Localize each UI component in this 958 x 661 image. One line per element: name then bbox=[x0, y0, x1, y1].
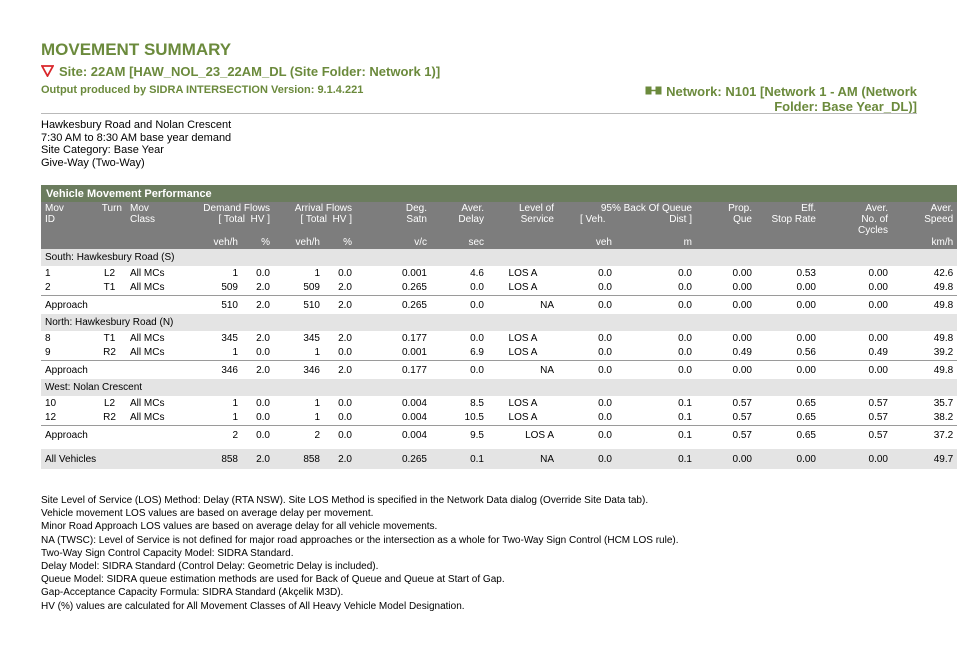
total-cell: 858 bbox=[274, 449, 324, 469]
site-info-line: Site Category: Base Year bbox=[41, 144, 164, 156]
approach-cell: 0.57 bbox=[820, 426, 892, 445]
table-cell: LOS A bbox=[508, 397, 538, 409]
note-line: Gap-Acceptance Capacity Formula: SIDRA Standard (Akçelik M3D). bbox=[41, 587, 344, 599]
table-cell: 0.0 bbox=[338, 267, 352, 279]
table-cell: All MCs bbox=[130, 347, 165, 359]
approach-cell: 0.0 bbox=[616, 296, 696, 315]
approach-cell: 0.57 bbox=[696, 426, 756, 445]
total-cell: NA bbox=[488, 449, 558, 469]
total-cell: 0.00 bbox=[756, 449, 820, 469]
approach-row bbox=[41, 296, 957, 315]
note-line: Vehicle movement LOS values are based on average delay per movement. bbox=[41, 508, 374, 520]
page-title: MOVEMENT SUMMARY bbox=[41, 40, 232, 59]
table-cell: 1 bbox=[314, 267, 320, 279]
site-info-line: Give-Way (Two-Way) bbox=[41, 156, 145, 169]
table-cell: 0.0 bbox=[470, 332, 484, 344]
approach-cell: 49.8 bbox=[892, 361, 957, 380]
table-row bbox=[41, 266, 957, 281]
header-arrival: Arrival Flows [ Total HV ] bbox=[274, 202, 356, 236]
header-prop-que: Prop. Que bbox=[696, 202, 756, 236]
table-cell: 509 bbox=[303, 282, 320, 294]
table-cell: 1 bbox=[232, 397, 238, 409]
approach-cell: 0.00 bbox=[756, 361, 820, 380]
approach-cell: 2.0 bbox=[242, 361, 274, 380]
give-way-triangle-icon bbox=[41, 65, 54, 77]
table-cell: 0.00 bbox=[732, 332, 752, 344]
table-cell: 0.004 bbox=[401, 397, 427, 409]
approach-cell: 510 bbox=[274, 296, 324, 315]
table-cell: 0.1 bbox=[678, 397, 692, 409]
total-label: All Vehicles bbox=[41, 449, 188, 469]
table-cell: All MCs bbox=[130, 412, 165, 424]
table-cell: 0.65 bbox=[796, 412, 816, 424]
unit: veh bbox=[558, 236, 616, 249]
approach-cell: 0.0 bbox=[558, 296, 616, 315]
approach-cell: 0.00 bbox=[696, 361, 756, 380]
approach-cell: 9.5 bbox=[431, 426, 488, 445]
table-cell: 0.0 bbox=[256, 412, 270, 424]
group-name: West: Nolan Crescent bbox=[41, 379, 957, 396]
table-cell: LOS A bbox=[508, 332, 538, 344]
table-cell: 35.7 bbox=[933, 397, 954, 409]
table-cell: 0.0 bbox=[470, 282, 484, 294]
table-cell: 0.00 bbox=[796, 282, 816, 294]
header-deg-satn: Deg. Satn bbox=[356, 202, 431, 236]
table-cell: 0.0 bbox=[678, 332, 692, 344]
table-cell: 0.00 bbox=[868, 282, 888, 294]
unit: sec bbox=[431, 236, 488, 249]
table-cell: All MCs bbox=[130, 267, 165, 279]
table-row bbox=[41, 281, 957, 296]
table-cell: 0.65 bbox=[796, 397, 816, 409]
approach-cell: 0.1 bbox=[616, 426, 696, 445]
table-cell: 0.0 bbox=[598, 267, 612, 279]
table-cell: 38.2 bbox=[933, 412, 954, 424]
table-cell: 1 bbox=[314, 347, 320, 359]
total-cell: 858 bbox=[188, 449, 242, 469]
table-cell: 8.5 bbox=[470, 397, 484, 409]
approach-cell: 0.0 bbox=[558, 426, 616, 445]
header-class: Mov Class bbox=[126, 202, 188, 236]
approach-cell: 37.2 bbox=[892, 426, 957, 445]
note-line: NA (TWSC): Level of Service is not defined for major road approaches or the intersection as a whole for Two-Way Sign Control (HCM LOS rule). bbox=[41, 534, 679, 546]
approach-label: Approach bbox=[41, 426, 188, 445]
header-cycles: Aver. No. of Cycles bbox=[820, 202, 892, 236]
total-cell: 2.0 bbox=[324, 449, 356, 469]
approach-label: Approach bbox=[41, 361, 188, 380]
table-cell: 0.57 bbox=[868, 397, 888, 409]
table-cell: All MCs bbox=[130, 397, 165, 409]
approach-cell: 346 bbox=[274, 361, 324, 380]
unit: veh/h bbox=[274, 236, 324, 249]
units-row bbox=[41, 236, 957, 249]
table-cell: 0.0 bbox=[678, 267, 692, 279]
total-cell: 0.0 bbox=[558, 449, 616, 469]
table-cell: 0.0 bbox=[256, 347, 270, 359]
table-cell: 1 bbox=[232, 412, 238, 424]
total-cell: 0.00 bbox=[820, 449, 892, 469]
group-header-row bbox=[41, 249, 957, 266]
table-cell: 0.00 bbox=[868, 267, 888, 279]
table-cell: LOS A bbox=[508, 267, 538, 279]
total-cell: 0.265 bbox=[356, 449, 431, 469]
approach-cell: LOS A bbox=[488, 426, 558, 445]
approach-cell: 0.0 bbox=[242, 426, 274, 445]
approach-cell: 2 bbox=[274, 426, 324, 445]
table-cell: 9 bbox=[45, 347, 51, 359]
approach-label: Approach bbox=[41, 296, 188, 315]
approach-cell: 0.00 bbox=[696, 296, 756, 315]
note-line: Delay Model: SIDRA Standard (Control Delay: Geometric Delay is included). bbox=[41, 561, 379, 573]
table-cell: 0.57 bbox=[868, 412, 888, 424]
table-row bbox=[41, 346, 957, 361]
table-cell: L2 bbox=[103, 267, 116, 279]
note-line: HV (%) values are calculated for All Movement Classes of All Heavy Vehicle Model Designation. bbox=[41, 600, 465, 612]
table-cell: 8 bbox=[45, 332, 51, 344]
table-cell: 345 bbox=[221, 332, 238, 344]
table-cell: 1 bbox=[314, 412, 320, 424]
table-cell: 10.5 bbox=[464, 412, 484, 424]
table-cell: 0.53 bbox=[796, 267, 816, 279]
group-name: South: Hawkesbury Road (S) bbox=[41, 249, 957, 266]
output-info: Output produced by SIDRA INTERSECTION Version: 9.1.4.221 bbox=[41, 84, 364, 96]
approach-cell: 0.00 bbox=[756, 296, 820, 315]
approach-cell: 0.265 bbox=[356, 296, 431, 315]
table-cell: 10 bbox=[45, 397, 57, 409]
approach-cell: NA bbox=[488, 296, 558, 315]
approach-cell: 0.0 bbox=[324, 426, 356, 445]
table-cell: 0.0 bbox=[598, 332, 612, 344]
table-row bbox=[41, 396, 957, 411]
table-cell: 0.00 bbox=[732, 267, 752, 279]
approach-cell: 0.00 bbox=[820, 361, 892, 380]
table-cell: 0.0 bbox=[598, 347, 612, 359]
header-los: Level of Service bbox=[488, 202, 558, 236]
table-cell: 2.0 bbox=[256, 332, 270, 344]
table-cell: T1 bbox=[103, 282, 116, 294]
notes bbox=[41, 494, 679, 613]
table-cell: 0.0 bbox=[338, 347, 352, 359]
site-info-line: 7:30 AM to 8:30 AM base year demand bbox=[41, 131, 232, 144]
table-cell: 2.0 bbox=[338, 332, 352, 344]
table-cell: 4.6 bbox=[470, 267, 484, 279]
table-cell: All MCs bbox=[130, 282, 165, 294]
total-cell: 49.7 bbox=[892, 449, 957, 469]
table-cell: L2 bbox=[103, 397, 116, 409]
table-cell: 1 bbox=[232, 347, 238, 359]
total-cell: 2.0 bbox=[242, 449, 274, 469]
group-name: North: Hawkesbury Road (N) bbox=[41, 314, 957, 331]
approach-row bbox=[41, 426, 957, 445]
unit: veh/h bbox=[188, 236, 242, 249]
table-cell: 42.6 bbox=[933, 267, 954, 279]
total-cell: 0.1 bbox=[616, 449, 696, 469]
approach-cell: 0.177 bbox=[356, 361, 431, 380]
table-cell: 0.001 bbox=[401, 267, 427, 279]
approach-cell: 2.0 bbox=[242, 296, 274, 315]
table-cell: 2.0 bbox=[338, 282, 352, 294]
table-cell: 0.001 bbox=[401, 347, 427, 359]
approach-cell: 510 bbox=[188, 296, 242, 315]
table-cell: 0.0 bbox=[678, 282, 692, 294]
table-cell: 39.2 bbox=[933, 347, 954, 359]
approach-cell: 49.8 bbox=[892, 296, 957, 315]
table-cell: 0.0 bbox=[338, 412, 352, 424]
table-cell: 0.00 bbox=[732, 282, 752, 294]
table-cell: All MCs bbox=[130, 332, 165, 344]
table-cell: 0.0 bbox=[598, 282, 612, 294]
approach-cell: 0.0 bbox=[431, 361, 488, 380]
table-cell: LOS A bbox=[508, 282, 538, 294]
approach-cell: 0.0 bbox=[431, 296, 488, 315]
site-line bbox=[41, 64, 440, 79]
table-cell: 0.265 bbox=[401, 282, 427, 294]
table-cell: 0.00 bbox=[868, 332, 888, 344]
total-cell: 0.00 bbox=[696, 449, 756, 469]
table-cell: 0.56 bbox=[796, 347, 816, 359]
table-cell: 1 bbox=[45, 267, 51, 279]
note-line: Minor Road Approach LOS values are based on average delay for all vehicle movements. bbox=[41, 521, 438, 533]
total-row bbox=[41, 449, 957, 469]
table-cell: 6.9 bbox=[470, 347, 484, 359]
table-cell: 49.8 bbox=[933, 282, 954, 294]
table-cell: 0.0 bbox=[256, 397, 270, 409]
table-cell: LOS A bbox=[508, 347, 538, 359]
group-header-row bbox=[41, 379, 957, 396]
header-queue: 95% Back Of Queue [ Veh. Dist ] bbox=[558, 202, 696, 236]
table-title: Vehicle Movement Performance bbox=[41, 185, 957, 202]
table-cell: 0.0 bbox=[598, 412, 612, 424]
movement-table bbox=[41, 185, 954, 469]
unit: % bbox=[324, 236, 356, 249]
site-info-line: Hawkesbury Road and Nolan Crescent bbox=[41, 119, 232, 131]
table-row bbox=[41, 411, 957, 426]
table-cell: 1 bbox=[314, 397, 320, 409]
table-cell: 0.57 bbox=[732, 412, 752, 424]
table-cell: R2 bbox=[103, 412, 116, 424]
table-cell: 345 bbox=[303, 332, 320, 344]
approach-cell: 0.004 bbox=[356, 426, 431, 445]
table-cell: 0.0 bbox=[338, 397, 352, 409]
network-label bbox=[627, 84, 917, 114]
table-cell: 2.0 bbox=[256, 282, 270, 294]
approach-cell: 2.0 bbox=[324, 361, 356, 380]
header-speed: Aver. Speed bbox=[892, 202, 957, 236]
total-cell: 0.1 bbox=[431, 449, 488, 469]
table-cell: 0.0 bbox=[256, 267, 270, 279]
approach-cell: 2 bbox=[188, 426, 242, 445]
table-cell: 0.57 bbox=[732, 397, 752, 409]
table-cell: 0.177 bbox=[401, 332, 427, 344]
network-icon bbox=[645, 86, 662, 95]
table-row bbox=[41, 331, 957, 346]
note-line: Queue Model: SIDRA queue estimation methods are used for Back of Queue and Queue at Start of Gap. bbox=[41, 574, 505, 586]
note-line: Site Level of Service (LOS) Method: Delay (RTA NSW). Site LOS Method is specified in the Network Data dialog (Override Site Data tab). bbox=[41, 495, 649, 506]
unit: v/c bbox=[356, 236, 431, 249]
approach-cell: 0.0 bbox=[616, 361, 696, 380]
table-cell: 509 bbox=[221, 282, 238, 294]
table-cell: 49.8 bbox=[933, 332, 954, 344]
table-cell: 12 bbox=[45, 412, 57, 424]
table-cell: 0.1 bbox=[678, 412, 692, 424]
table-cell: 0.49 bbox=[732, 347, 752, 359]
table-cell: 2 bbox=[45, 282, 51, 294]
approach-cell: 0.0 bbox=[558, 361, 616, 380]
table-cell: 0.0 bbox=[678, 347, 692, 359]
site-label: Site: 22AM [HAW_NOL_23_22AM_DL (Site Folder: Network 1)] bbox=[59, 64, 441, 79]
table-cell: T1 bbox=[103, 332, 116, 344]
table-cell: 0.49 bbox=[868, 347, 888, 359]
approach-row bbox=[41, 361, 957, 380]
table-cell: 0.0 bbox=[598, 397, 612, 409]
approach-cell: NA bbox=[488, 361, 558, 380]
unit: % bbox=[242, 236, 274, 249]
approach-cell: 346 bbox=[188, 361, 242, 380]
table-cell: 0.00 bbox=[796, 332, 816, 344]
group-header-row bbox=[41, 314, 957, 331]
table-cell: LOS A bbox=[508, 412, 538, 424]
header-delay: Aver. Delay bbox=[431, 202, 488, 236]
site-info bbox=[41, 119, 231, 169]
header-stop-rate: Eff. Stop Rate bbox=[756, 202, 820, 236]
unit: m bbox=[616, 236, 696, 249]
unit: km/h bbox=[892, 236, 957, 249]
table-cell: 1 bbox=[232, 267, 238, 279]
header-divider bbox=[41, 113, 917, 114]
network-line-2: Folder: Base Year_DL)] bbox=[774, 99, 917, 114]
approach-cell: 2.0 bbox=[324, 296, 356, 315]
table-cell: 0.004 bbox=[401, 412, 427, 424]
table-cell: R2 bbox=[103, 347, 116, 359]
approach-cell: 0.65 bbox=[756, 426, 820, 445]
header-demand: Demand Flows [ Total HV ] bbox=[188, 202, 274, 236]
header-turn: Turn bbox=[93, 202, 126, 236]
network-line-1: Network: N101 [Network 1 - AM (Network bbox=[666, 84, 917, 99]
note-line: Two-Way Sign Control Capacity Model: SIDRA Standard. bbox=[41, 547, 294, 559]
header-mov: Mov ID bbox=[41, 202, 93, 236]
approach-cell: 0.00 bbox=[820, 296, 892, 315]
